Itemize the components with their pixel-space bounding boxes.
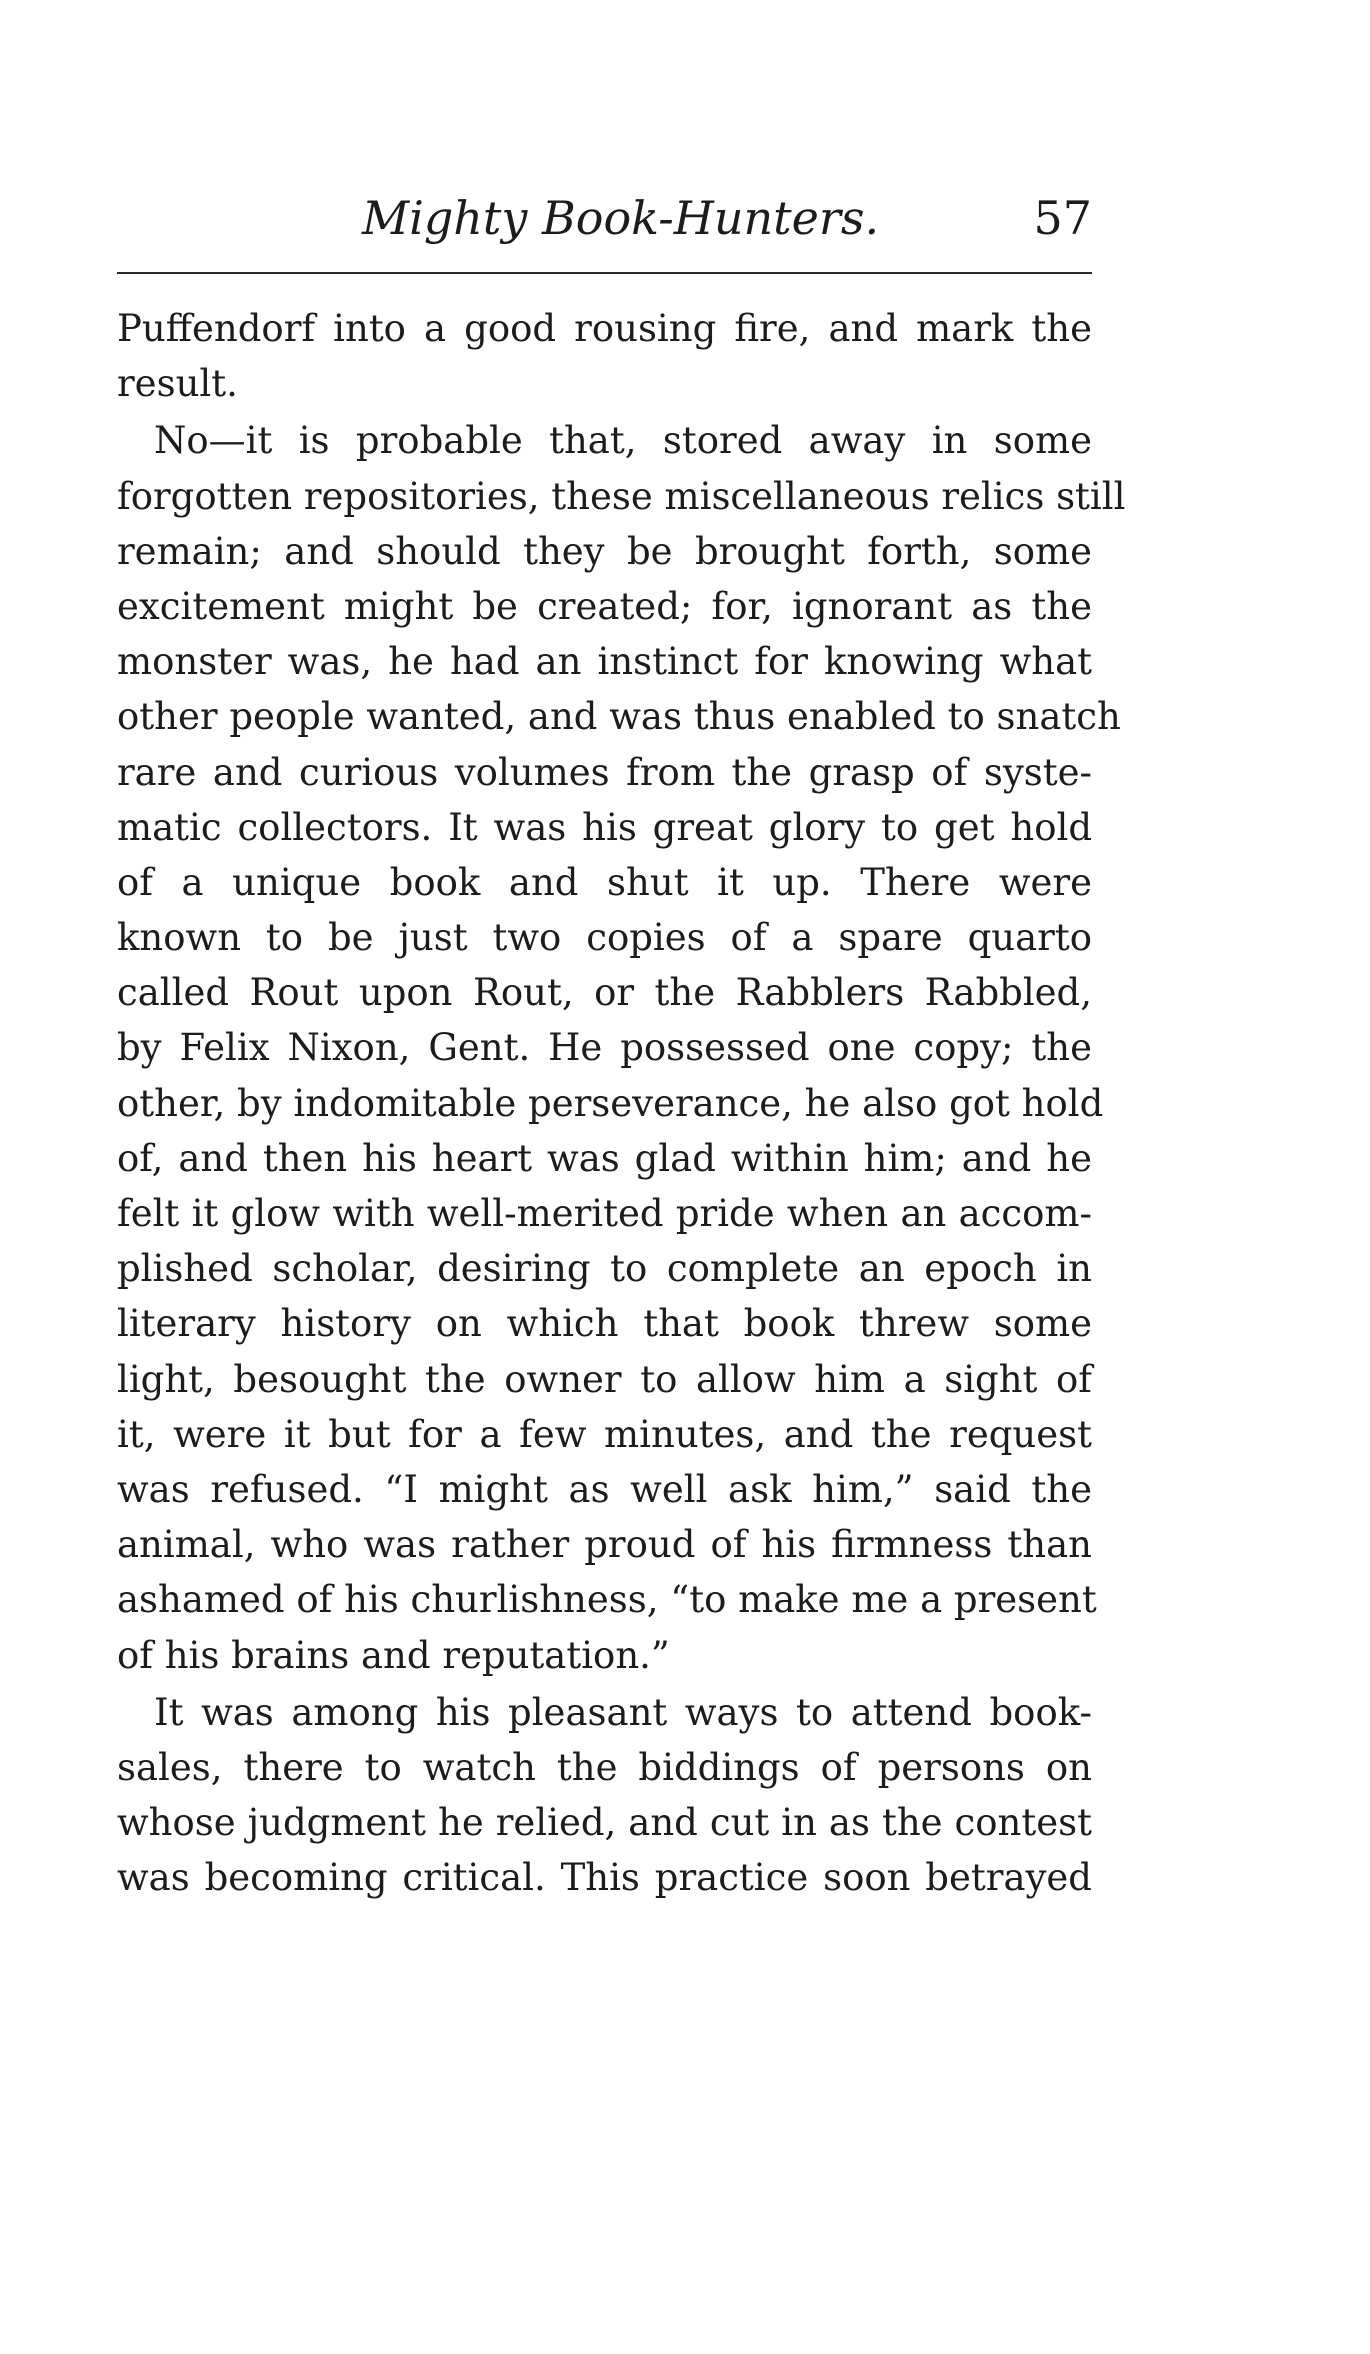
text-line: called Rout upon Rout, or the Rabblers Rabbled, xyxy=(117,971,1092,1015)
header-rule xyxy=(117,272,1092,274)
text-line: literary history on which that book threw some xyxy=(117,1302,1092,1346)
text-line: matic collectors. It was his great glory to get hold xyxy=(117,805,1092,849)
text-line: it, were it but for a few minutes, and the request xyxy=(117,1412,1092,1456)
text-line: monster was, he had an instinct for knowing what xyxy=(117,640,1092,684)
text-line: of his brains and reputation.” xyxy=(117,1633,670,1677)
text-line: animal, who was rather proud of his firmness than xyxy=(117,1523,1092,1567)
text-line: by Felix Nixon, Gent. He possessed one copy; the xyxy=(117,1026,1092,1070)
text-line: was refused. “I might as well ask him,” said the xyxy=(117,1467,1092,1511)
text-line: excitement might be created; for, ignorant as the xyxy=(117,584,1092,628)
running-title: Mighty Book-Hunters. xyxy=(362,191,880,245)
text-line: No—it is probable that, stored away in some xyxy=(154,419,1092,463)
body-text xyxy=(117,301,1126,1905)
text-line: light, besought the owner to allow him a sight of xyxy=(117,1357,1092,1401)
text-line: was becoming critical. This practice soon betrayed xyxy=(117,1856,1092,1900)
text-line: forgotten repositories, these miscellaneous relics still xyxy=(117,474,1126,518)
text-line: result. xyxy=(117,362,238,406)
text-line: other, by indomitable perseverance, he also got hold xyxy=(117,1081,1104,1125)
paragraph-3 xyxy=(117,1685,1092,1906)
page-number: 57 xyxy=(1033,191,1092,245)
text-line: plished scholar, desiring to complete an epoch in xyxy=(117,1247,1092,1291)
text-line: Puffendorf into a good rousing fire, and mark the xyxy=(117,307,1092,350)
text-line: known to be just two copies of a spare quarto xyxy=(117,916,1092,960)
text-line: other people wanted, and was thus enabled to snatch xyxy=(117,695,1121,739)
text-line: ashamed of his churlishness, “to make me a present xyxy=(117,1578,1097,1622)
text-line: rare and curious volumes from the grasp of syste- xyxy=(117,750,1092,794)
text-line: felt it glow with well-merited pride when an accom- xyxy=(117,1192,1092,1235)
running-head xyxy=(117,188,1092,258)
paragraph-2 xyxy=(117,413,1126,1682)
paragraph-1 xyxy=(117,301,1092,411)
text-line: It was among his pleasant ways to attend book- xyxy=(154,1690,1092,1734)
text-line: of, and then his heart was glad within him; and he xyxy=(117,1136,1092,1180)
text-line: sales, there to watch the biddings of persons on xyxy=(117,1745,1092,1789)
text-line: of a unique book and shut it up. There were xyxy=(117,860,1092,904)
text-line: remain; and should they be brought forth, some xyxy=(117,529,1092,573)
text-line: whose judgment he relied, and cut in as the contest xyxy=(117,1801,1092,1845)
